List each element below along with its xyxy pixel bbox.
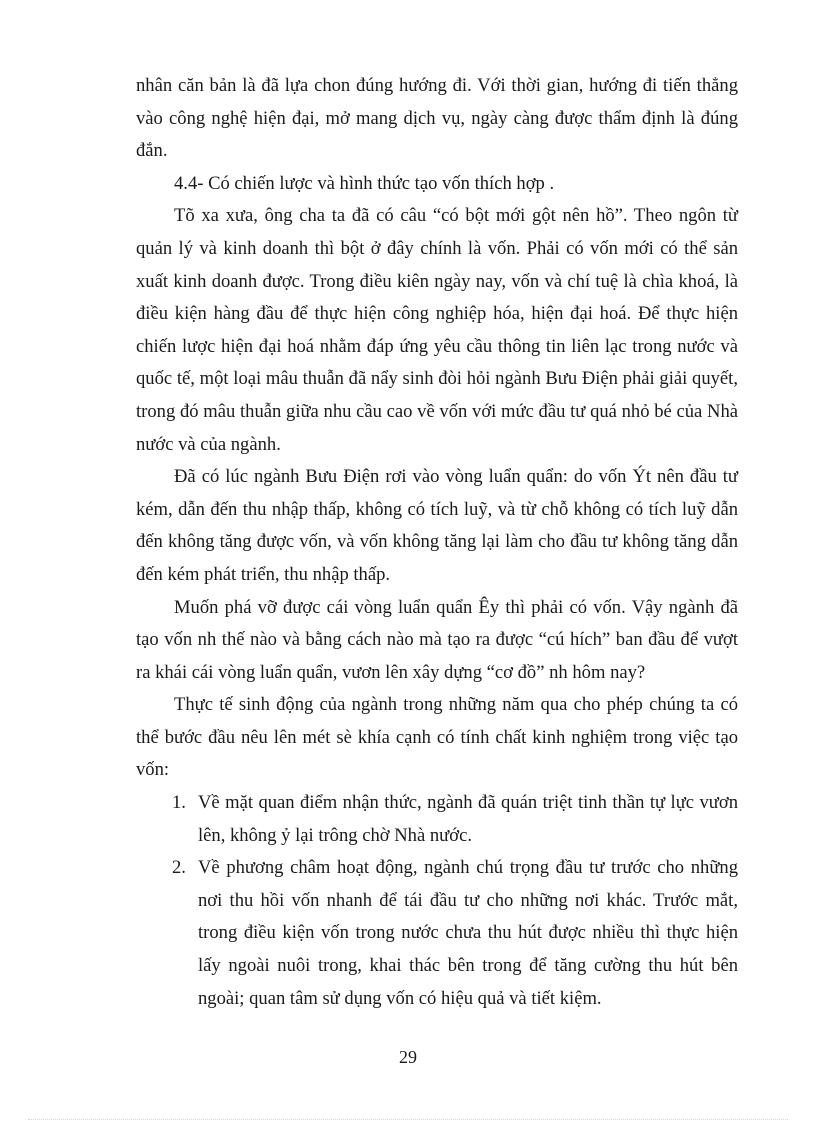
page-bottom-divider: [28, 1119, 788, 1120]
list-item-number: 1.: [172, 792, 186, 814]
list-item-text: Về phương châm hoạt động, ngành chú trọng đầu tư trước cho những nơi thu hồi vốn nhanh để tái đầu tư cho những nơi khác. Trước mắt, trong điều kiện vốn trong nước chưa thu hút được nhiều thì thực hiện lấy ngoài nuôi trong, khai thác bên trong để tăng cường thu hút bên ngoài; quan tâm sử dụng vốn có hiệu quả và tiết kiệm.: [198, 857, 738, 1009]
list-item-text: Về mặt quan điểm nhận thức, ngành đã quán triệt tinh thần tự lực vươn lên, không ỷ lại trông chờ Nhà nước.: [198, 792, 738, 846]
page-number: 29: [399, 1047, 417, 1067]
list-item-number: 2.: [172, 857, 186, 879]
numbered-list: [136, 787, 738, 1015]
list-item: [136, 787, 738, 852]
body-text: [136, 70, 738, 1015]
paragraph: Muốn phá vỡ được cái vòng luẩn quẩn Êy thì phải có vốn. Vậy ngành đã tạo vốn nh thế nào và bằng cách nào mà tạo ra được “cú hích” ban đầu để vượt ra khái cái vòng luẩn quẩn, vươn lên xây dựng “cơ đồ” nh hôm nay?: [136, 596, 738, 683]
paragraph: Thực tế sinh động của ngành trong những năm qua cho phép chúng ta có thể bước đầu nêu lên mét sè khía cạnh có tính chất kinh nghiệm trong việc tạo vốn:: [136, 694, 738, 781]
paragraph: Tõ xa xưa, ông cha ta đã có câu “có bột mới gột nên hồ”. Theo ngôn từ quản lý và kinh doanh thì bột ở đây chính là vốn. Phải có vốn mới có thể sản xuất kinh doanh được. Trong điều kiên ngày nay, vốn và chí tuệ là chìa khoá, là điều kiện hàng đầu để thực hiện công nghiệp hóa, hiện đại hoá. Để thực hiện chiến lược hiện đại hoá nhằm đáp ứng yêu cầu thông tin liên lạc trong nước và quốc tế, một loại mâu thuẫn đã nẩy sinh đòi hỏi ngành Bưu Điện phải giải quyết, trong đó mâu thuẫn giữa nhu cầu cao về vốn với mức đầu tư quá nhỏ bé của Nhà nước và của ngành.: [136, 205, 738, 455]
paragraph-continuation: nhân căn bản là đã lựa chon đúng hướng đi. Với thời gian, hướng đi tiến thẳng vào công nghệ hiện đại, mở mang dịch vụ, ngày càng được thẩm định là đúng đắn.: [136, 75, 738, 162]
paragraph: Đã có lúc ngành Bưu Điện rơi vào vòng luẩn quẩn: do vốn Ýt nên đầu tư kém, dẫn đến thu nhập thấp, không có tích luỹ, và từ chỗ không có tích luỹ dẫn đến không tăng được vốn, và vốn không tăng lại làm cho đầu tư không tăng dẫn đến kém phát triển, thu nhập thấp.: [136, 466, 738, 585]
section-heading: 4.4- Có chiến lược và hình thức tạo vốn thích hợp .: [174, 172, 555, 194]
list-item: [136, 852, 738, 1015]
